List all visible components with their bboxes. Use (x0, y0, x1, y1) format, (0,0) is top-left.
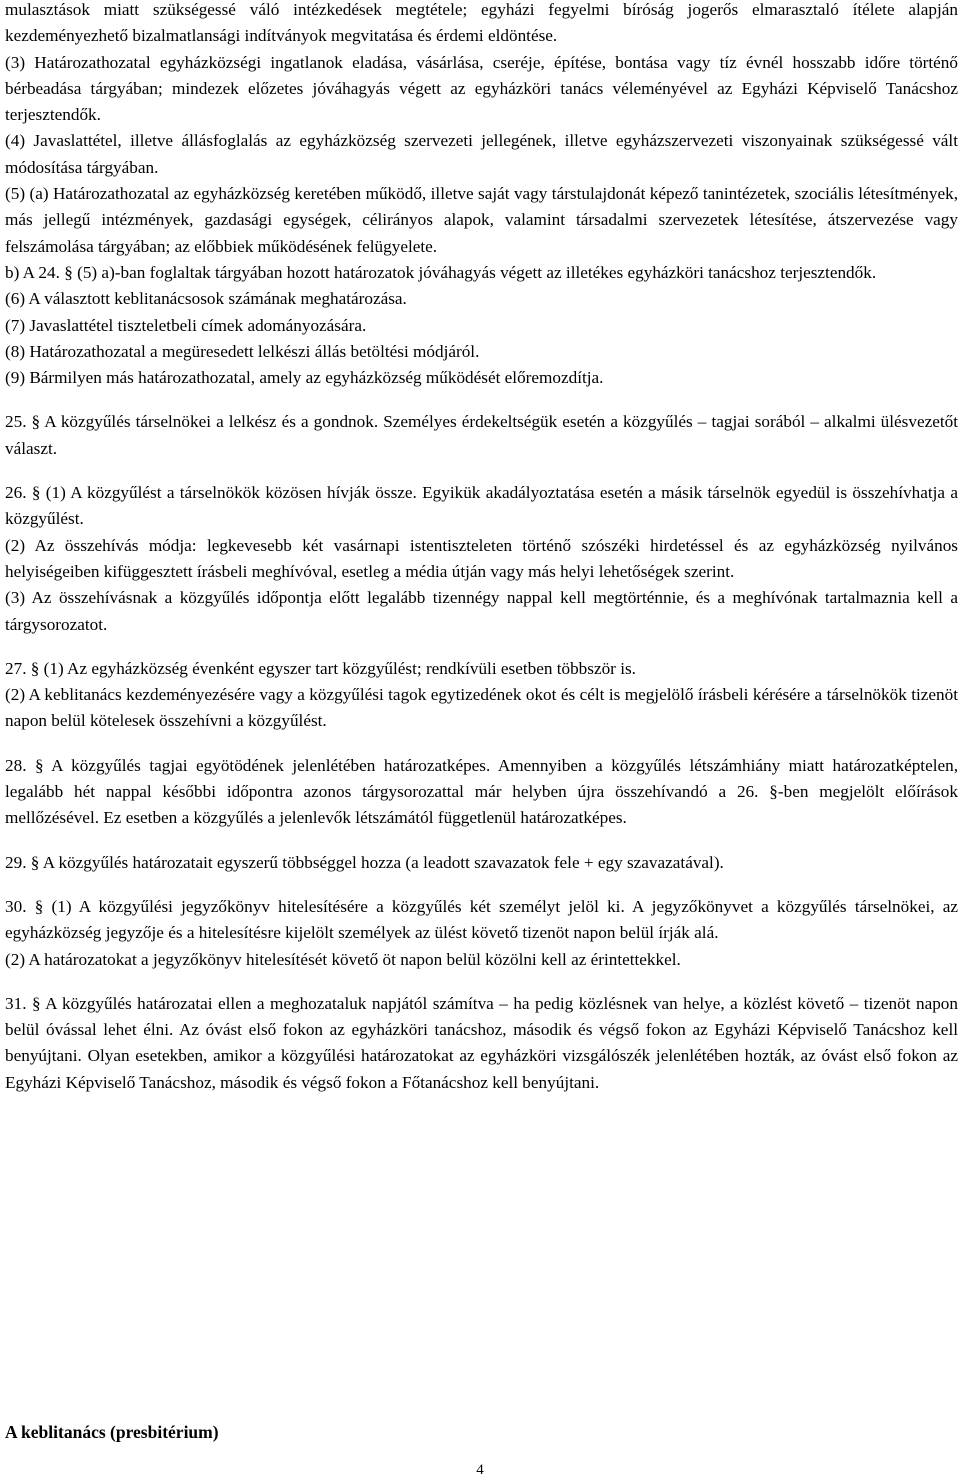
document-page (5, 0, 958, 1096)
paragraph-24-8: (8) Határozathozatal a megüresedett lelkészi állás betöltési módjáról. (5, 341, 480, 361)
paragraph-spacer (5, 462, 958, 480)
paragraph-24-6: (6) A választott keblitanácsosok számának meghatározása. (5, 289, 407, 309)
paragraph-30-2: (2) A határozatokat a jegyzőkönyv hitelesítését követő öt napon belül közölni kell az érintettekkel. (5, 949, 681, 969)
paragraph-spacer (5, 391, 958, 409)
paragraph-24-3: (3) Határozathozatal egyházközségi ingatlanok eladása, vásárlása, cseréje, építése, bontása vagy tíz évnél hosszabb időre történő bérbeadása tárgyában; mindezek előzetes jóváhagyás végett az egyházköri tanács véleményével az Egyházi Képviselő Tanácshoz terjesztendők. (5, 52, 958, 125)
paragraph-26-1: 26. § (1) A közgyűlést a társelnökök közösen hívják össze. Egyikük akadályoztatása esetén a másik társelnök egyedül is összehívhatja a közgyűlést. (5, 483, 958, 529)
paragraph-spacer (5, 876, 958, 894)
paragraph-continuation: mulasztások miatt szükségessé váló intézkedések megtétele; egyházi fegyelmi bíróság jogerős elmarasztaló ítélete alapján kezdeményezhető bizalmatlansági indítványok megvitatása és érdemi eldöntése. (5, 0, 958, 46)
paragraph-spacer (5, 832, 958, 850)
paragraph-30-1: 30. § (1) A közgyűlési jegyzőkönyv hitelesítésére a közgyűlés két személyt jelöl ki. A jegyzőkönyvet a közgyűlés társelnökei, az egyházközség jegyzője és a hitelesítésre kijelölt személyek az ülést követő tizenöt napon belül írják alá. (5, 896, 958, 943)
paragraph-26-3: (3) Az összehívásnak a közgyűlés időpontja előtt legalább tizennégy nappal kell megtörténnie, és a meghívónak tartalmaznia kell a tárgysorozatot. (5, 588, 958, 634)
paragraph-25: 25. § A közgyűlés társelnökei a lelkész és a gondnok. Személyes érdekeltségük esetén a közgyűlés – tagjai sorából – alkalmi ülésvezetőt választ. (5, 412, 958, 458)
paragraph-24-5a: (5) (a) Határozathozatal az egyházközség keretében működő, illetve saját vagy társtulajdonát képező tanintézetek, szociális létesítmények, más jellegű intézmények, gazdasági egységek, célirányos alapok, valamint társadalmi szervezetek létesítése, átszervezése vagy felszámolása tárgyában; az előbbiek működésének felügyelete. (5, 184, 958, 256)
paragraph-28: 28. § A közgyűlés tagjai egyötödének jelenlétében határozatképes. Amennyiben a közgyűlés létszámhiány miatt határozatképtelen, legalább hét nappal későbbi időpontra azonos tárgysorozattal már helyben újra összehívandó a 26. §-ben megjelölt előírások mellőzésével. Ez esetben a közgyűlés a jelenlevők létszámától függetlenül határozatképes. (5, 755, 958, 828)
paragraph-24-7: (7) Javaslattétel tiszteletbeli címek adományozására. (5, 315, 367, 335)
paragraph-31: 31. § A közgyűlés határozatai ellen a meghozataluk napjától számítva – ha pedig közlésnek van helye, a közlést követő – tizenöt napon belül óvással lehet élni. Az óvást első fokon az egyházköri tanácshoz, második és végső fokon az Egyházi Képviselő Tanácshoz kell benyújtani. Olyan esetekben, amikor a közgyűlési határozatokat az egyházköri vizsgálószék jelenlétében hozták, az óvást első fokon az Egyházi Képviselő Tanácshoz, második és végső fokon a Főtanácshoz kell benyújtani. (5, 993, 958, 1092)
paragraph-27-2: (2) A keblitanács kezdeményezésére vagy a közgyűlési tagok egytizedének okot és célt is megjelölő írásbeli kérésére a társelnökök tizenöt napon belül kötelesek összehívni a közgyűlést. (5, 685, 958, 731)
paragraph-spacer (5, 973, 958, 991)
paragraph-26-2: (2) Az összehívás módja: legkevesebb két vasárnapi istentiszteleten történő szószéki hirdetéssel és az egyházközség nyilvános helyiségeiben kifüggesztett írásbeli meghívóval, esetleg a média útján vagy más helyi lehetőségek szerint. (5, 535, 958, 581)
paragraph-27-1: 27. § (1) Az egyházközség évenként egyszer tart közgyűlést; rendkívüli esetben többször is. (5, 658, 636, 678)
paragraph-spacer (5, 638, 958, 656)
paragraph-29: 29. § A közgyűlés határozatait egyszerű többséggel hozza (a leadott szavazatok fele + egy szavazatával). (5, 852, 724, 872)
paragraph-24-4: (4) Javaslattétel, illetve állásfoglalás az egyházközség szervezeti jellegének, illetve egyházszervezeti viszonyainak szükségessé vált módosítása tárgyában. (5, 131, 958, 177)
page-number: 4 (476, 1462, 484, 1478)
paragraph-24-5b: b) A 24. § (5) a)-ban foglaltak tárgyában hozott határozatok jóváhagyás végett az illetékes egyházköri tanácshoz terjesztendők. (5, 262, 877, 282)
paragraph-spacer (5, 735, 958, 753)
section-heading: A keblitanács (presbitérium) (5, 1422, 219, 1442)
paragraph-24-9: (9) Bármilyen más határozathozatal, amely az egyházközség működését előremozdítja. (5, 368, 604, 388)
